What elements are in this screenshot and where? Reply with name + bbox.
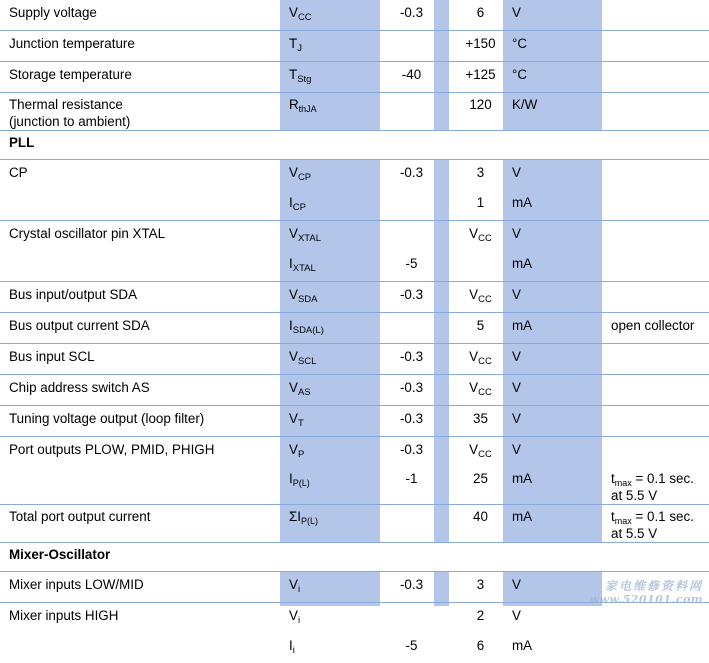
min-cell: -0.3 bbox=[380, 572, 434, 603]
max-cell: +125 bbox=[449, 62, 503, 93]
remark-cell bbox=[602, 437, 709, 468]
max-cell: $V_{CC}$ bbox=[449, 282, 503, 313]
table-row bbox=[0, 251, 709, 282]
symbol-cell: $V_P$ bbox=[289, 442, 305, 460]
parameter-cell: Storage temperature bbox=[0, 62, 280, 93]
symbol-cell: $I_i$ bbox=[289, 638, 295, 656]
table-row bbox=[0, 160, 709, 191]
spacer-cell bbox=[434, 221, 449, 252]
unit-cell: V bbox=[503, 375, 602, 406]
table-row bbox=[0, 505, 709, 543]
symbol-cell: $R_{thJA}$ bbox=[280, 93, 380, 131]
section-title-mixer-oscillator: Mixer-Oscillator bbox=[0, 543, 709, 572]
remark-cell bbox=[602, 221, 709, 252]
remark-cell: $t_{max} = 0.1$ sec. at 5.5 V bbox=[602, 505, 709, 543]
max-cell: 6 bbox=[449, 0, 503, 31]
spacer-cell bbox=[434, 437, 449, 468]
parameter-cell: Mixer inputs LOW/MID bbox=[0, 572, 280, 603]
min-cell: -1 bbox=[380, 467, 434, 505]
symbol-cell: $V_T$ bbox=[280, 406, 380, 437]
symbol-cell: $V_i$ bbox=[280, 572, 380, 603]
spacer-cell bbox=[434, 406, 449, 437]
min-cell: -0.3 bbox=[380, 160, 434, 191]
parameter-cell bbox=[0, 190, 280, 221]
spacer-cell bbox=[434, 467, 449, 505]
symbol-cell: $V_{AS}$ bbox=[280, 375, 380, 406]
table-row bbox=[0, 221, 709, 252]
max-cell: 25 bbox=[449, 467, 503, 505]
spacer-cell bbox=[434, 505, 449, 543]
table-row bbox=[0, 282, 709, 313]
max-cell: 5 bbox=[449, 313, 503, 344]
remark-cell bbox=[602, 633, 709, 663]
symbol-cell: $\Sigma I_{P(L)}$ bbox=[280, 505, 380, 543]
table-row bbox=[0, 437, 709, 468]
max-cell: $V_{CC}$ bbox=[469, 226, 492, 244]
remark-cell bbox=[602, 406, 709, 437]
max-cell: $V_{CC}$ bbox=[449, 375, 503, 406]
min-cell bbox=[380, 603, 434, 634]
section-header-row bbox=[0, 543, 709, 572]
symbol-cell: $V_{CP}$ bbox=[280, 160, 380, 191]
min-cell bbox=[380, 221, 434, 252]
max-cell: 2 bbox=[476, 608, 485, 623]
parameter-cell: Total port output current bbox=[0, 505, 280, 543]
parameter-cell: Bus input/output SDA bbox=[0, 282, 280, 313]
min-cell: -0.3 bbox=[380, 0, 434, 31]
min-cell bbox=[380, 31, 434, 62]
watermark-chinese-text: 家电维修资料网 bbox=[604, 579, 703, 593]
remark-cell: $t_{max} = 0.1$ sec. at 5.5 V bbox=[602, 467, 709, 505]
unit-cell: °C bbox=[503, 31, 602, 62]
unit-cell: mA bbox=[503, 190, 602, 221]
remark-cell bbox=[602, 375, 709, 406]
spacer-cell bbox=[434, 313, 449, 344]
table-row bbox=[0, 572, 709, 603]
table-row bbox=[0, 633, 709, 663]
parameter-cell: Port outputs PLOW, PMID, PHIGH bbox=[9, 442, 215, 457]
parameter-cell bbox=[0, 633, 280, 663]
parameter-cell: Tuning voltage output (loop filter) bbox=[0, 406, 280, 437]
spacer-cell bbox=[434, 93, 449, 131]
min-cell bbox=[380, 93, 434, 131]
spacer-cell bbox=[434, 160, 449, 191]
parameter-cell: Junction temperature bbox=[0, 31, 280, 62]
table-row bbox=[0, 467, 709, 505]
symbol-cell: $I_{P(L)}$ bbox=[280, 467, 380, 505]
watermark-url-text: www.520101.com bbox=[589, 593, 703, 606]
parameter-cell bbox=[0, 251, 280, 282]
max-cell bbox=[449, 251, 503, 282]
table-row bbox=[0, 313, 709, 344]
symbol-cell: $V_{CC}$ bbox=[280, 0, 380, 31]
max-cell: 3 bbox=[449, 160, 503, 191]
remark-cell bbox=[602, 282, 709, 313]
max-cell: 6 bbox=[476, 638, 485, 653]
table-row bbox=[0, 62, 709, 93]
symbol-cell: $T_{Stg}$ bbox=[280, 62, 380, 93]
min-cell bbox=[380, 313, 434, 344]
symbol-cell: $T_J$ bbox=[280, 31, 380, 62]
spacer-cell bbox=[434, 603, 449, 634]
table-row bbox=[0, 344, 709, 375]
remark-cell bbox=[602, 93, 709, 131]
unit-cell: mA bbox=[503, 251, 602, 282]
unit-cell: °C bbox=[503, 62, 602, 93]
remark-cell bbox=[602, 603, 709, 634]
spacer-cell bbox=[434, 0, 449, 31]
spacer-cell bbox=[434, 344, 449, 375]
unit-cell: V bbox=[503, 572, 602, 603]
max-cell: 40 bbox=[449, 505, 503, 543]
spacer-cell bbox=[434, 572, 449, 603]
min-cell: -0.3 bbox=[380, 344, 434, 375]
min-cell: -5 bbox=[380, 251, 434, 282]
remark-cell bbox=[602, 344, 709, 375]
min-cell bbox=[380, 505, 434, 543]
unit-cell: V bbox=[512, 608, 521, 623]
max-cell: 3 bbox=[449, 572, 503, 603]
remark-cell bbox=[602, 572, 709, 603]
table-row bbox=[0, 31, 709, 62]
remark-cell bbox=[602, 251, 709, 282]
spacer-cell bbox=[434, 251, 449, 282]
remark-cell bbox=[602, 31, 709, 62]
unit-cell: V bbox=[503, 344, 602, 375]
unit-cell: K/W bbox=[503, 93, 602, 131]
parameter-cell: Thermal resistance (junction to ambient) bbox=[0, 93, 280, 131]
table-row bbox=[0, 190, 709, 221]
unit-cell: mA bbox=[512, 638, 533, 653]
parameter-cell: Bus input SCL bbox=[0, 344, 280, 375]
min-cell: -0.3 bbox=[380, 282, 434, 313]
unit-cell: V bbox=[512, 226, 521, 241]
section-title-pll: PLL bbox=[0, 131, 709, 160]
min-cell: -0.3 bbox=[399, 442, 424, 457]
parameter-cell: CP bbox=[0, 160, 280, 191]
max-cell: 120 bbox=[449, 93, 503, 131]
section-header-row bbox=[0, 131, 709, 160]
parameter-cell: Mixer inputs HIGH bbox=[9, 608, 119, 623]
max-cell: +150 bbox=[449, 31, 503, 62]
spacer-cell bbox=[434, 190, 449, 221]
symbol-cell: $V_{XTAL}$ bbox=[289, 226, 321, 244]
table-row bbox=[0, 603, 709, 634]
parameter-cell: Supply voltage bbox=[0, 0, 280, 31]
unit-cell: mA bbox=[503, 313, 602, 344]
remark-cell: open collector bbox=[602, 313, 709, 344]
spacer-cell bbox=[434, 31, 449, 62]
symbol-cell: $I_{SDA(L)}$ bbox=[280, 313, 380, 344]
max-cell: 1 bbox=[449, 190, 503, 221]
unit-cell: mA bbox=[503, 505, 602, 543]
parameter-cell: Bus output current SDA bbox=[0, 313, 280, 344]
min-cell: -5 bbox=[405, 638, 418, 653]
parameter-cell: Crystal oscillator pin XTAL bbox=[9, 226, 166, 241]
spacer-cell bbox=[434, 375, 449, 406]
table-row bbox=[0, 93, 709, 131]
unit-cell: V bbox=[503, 0, 602, 31]
table-row bbox=[0, 406, 709, 437]
table-row bbox=[0, 375, 709, 406]
remark-cell bbox=[602, 62, 709, 93]
min-cell: -0.3 bbox=[380, 375, 434, 406]
symbol-cell: $V_i$ bbox=[289, 608, 301, 626]
parameter-cell: Chip address switch AS bbox=[0, 375, 280, 406]
symbol-cell: $I_{XTAL}$ bbox=[280, 251, 380, 282]
remark-cell bbox=[602, 160, 709, 191]
spacer-cell bbox=[434, 62, 449, 93]
unit-cell: V bbox=[503, 282, 602, 313]
min-cell: -40 bbox=[380, 62, 434, 93]
unit-cell: V bbox=[503, 406, 602, 437]
remark-cell bbox=[602, 190, 709, 221]
symbol-cell: $V_{SDA}$ bbox=[280, 282, 380, 313]
min-cell bbox=[380, 190, 434, 221]
unit-cell: V bbox=[503, 160, 602, 191]
max-cell: 35 bbox=[449, 406, 503, 437]
remark-cell bbox=[602, 0, 709, 31]
table-row bbox=[0, 0, 709, 31]
max-cell: $V_{CC}$ bbox=[469, 442, 492, 460]
spacer-cell bbox=[434, 633, 449, 663]
min-cell: -0.3 bbox=[380, 406, 434, 437]
max-cell: $V_{CC}$ bbox=[449, 344, 503, 375]
symbol-cell: $I_{CP}$ bbox=[280, 190, 380, 221]
symbol-cell: $V_{SCL}$ bbox=[280, 344, 380, 375]
spacer-cell bbox=[434, 282, 449, 313]
parameter-cell bbox=[0, 467, 280, 505]
unit-cell: V bbox=[512, 442, 521, 457]
unit-cell: mA bbox=[503, 467, 602, 505]
